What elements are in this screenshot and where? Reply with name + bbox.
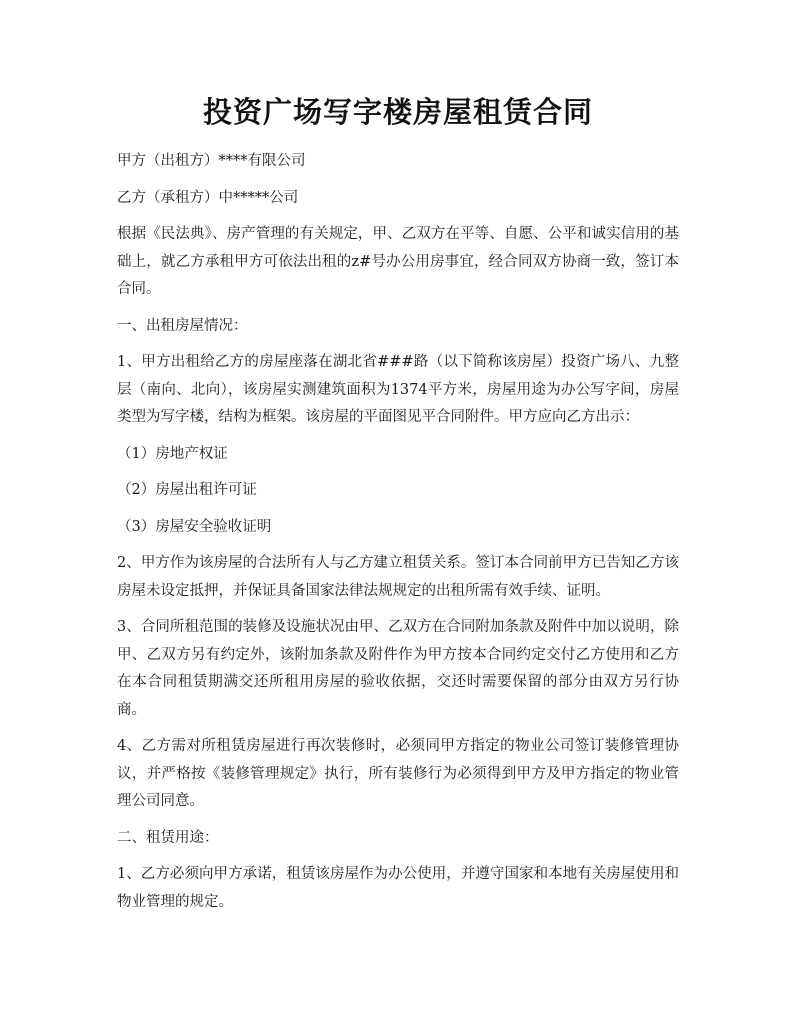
party-a-line: 甲方（出租方）****有限公司 [117,153,306,169]
list-item-3: （3）房屋安全验收证明 [117,518,272,535]
list-item-2: （2）房屋出租许可证 [117,482,257,498]
clause-1-4: 4、乙方需对所租赁房屋进行再次装修时，必须同甲方指定的物业公司签订装修管理协议，并严格按《装修管理规定》执行，所有装修行为必须得到甲方及甲方指定的物业管理公司同意。 [117,738,679,809]
clause-1-3: 3、合同所租范围的装修及设施状况由甲、乙双方在合同附加条款及附件中加以说明，除甲、乙双方另有约定外，该附加条款及附件作为甲方按本合同约定交付乙方使用和乙方在本合同租赁期满交还所租用房屋的验收依据，交还时需要保留的部分由双方另行协商。 [117,619,679,718]
party-b-line: 乙方（承租方）中*****公司 [117,189,299,206]
preamble-paragraph: 根据《民法典》、房产管理的有关规定，甲、乙双方在平等、自愿、公平和诚实信用的基础上，就乙方承租甲方可依法出租的z#号办公用房事宜，经合同双方协商一致，签订本合同。 [117,226,679,297]
document-title: 投资广场写字楼房屋租赁合同 [202,95,593,129]
section-heading-2: 二、租赁用途： [117,829,219,846]
document-body [117,148,679,916]
clause-1-2: 2、甲方作为该房屋的合法所有人与乙方建立租赁关系。签订本合同前甲方已告知乙方该房屋未设定抵押，并保证具备国家法律法规规定的出租所需有效手续、证明。 [117,555,679,599]
clause-1-1: 1、甲方出租给乙方的房屋座落在湖北省###路（以下简称该房屋）投资广场八、九整层（南向、北向），该房屋实测建筑面积为1374平方米，房屋用途为办公写字间，房屋类型为写字楼，结构为框架。该房屋的平面图见平合同附件。甲方应向乙方出示： [117,354,679,425]
section-heading-1: 一、出租房屋情况： [117,317,248,334]
clause-2-1: 1、乙方必须向甲方承诺，租赁该房屋作为办公使用，并遵守国家和本地有关房屋使用和物业管理的规定。 [117,866,679,910]
list-item-1: （1）房地产权证 [117,445,228,462]
